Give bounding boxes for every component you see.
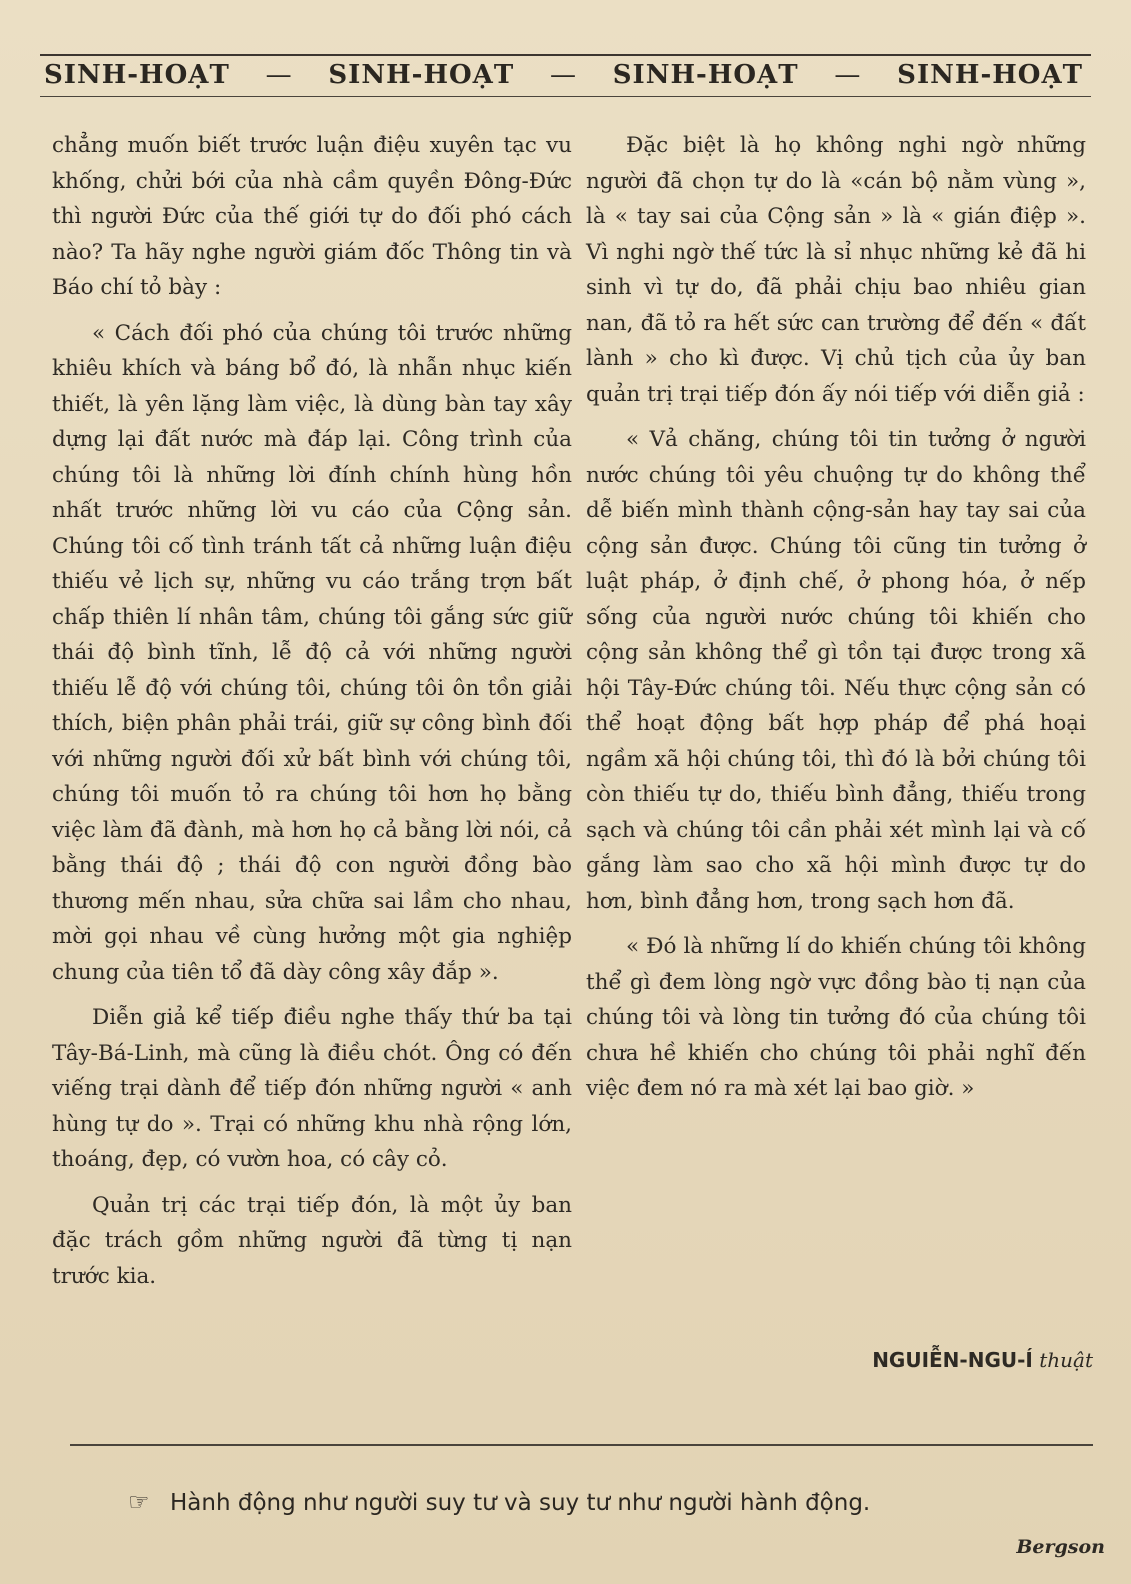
- header-separator: —: [834, 60, 862, 90]
- footer-quote: Hành động như người suy tư và suy tư như người hành động.: [170, 1490, 871, 1516]
- header-bottom-rule: [40, 96, 1091, 97]
- header-separator: —: [265, 60, 293, 90]
- header-item: SINH-HOẠT: [612, 60, 799, 90]
- header-separator: —: [549, 60, 577, 90]
- pointing-hand-icon: ☞: [128, 1488, 150, 1516]
- signature-role: thuật: [1039, 1348, 1093, 1372]
- paragraph: « Vả chăng, chúng tôi tin tưởng ở người nước chúng tôi yêu chuộng tự do không thể dễ biến mình thành cộng-sản hay tay sai của cộng sản được. Chúng tôi cũng tin tưởng ở luật pháp, ở định chế, ở phong hóa, ở nếp sống của người nước chúng tôi khiến cho cộng sản không thể gì tồn tại được trong xã hội Tây-Đức chúng tôi. Nếu thực cộng sản có thể hoạt động bất hợp pháp để phá hoại ngầm xã hội chúng tôi, thì đó là bởi chúng tôi còn thiếu tự do, thiếu bình đẳng, thiếu trong sạch và chúng tôi cần phải xét mình lại và cố gắng làm sao cho xã hội mình được tự do hơn, bình đẳng hơn, trong sạch hơn đã.: [586, 427, 1086, 914]
- paragraph: « Cách đối phó của chúng tôi trước những khiêu khích và báng bổ đó, là nhẫn nhục kiến thiết, là yên lặng làm việc, là dùng bàn tay xây dựng lại đất nước mà đáp lại. Công trình của chúng tôi là những lời đính chính hùng hồn nhất trước những lời vu cáo của Cộng sản. Chúng tôi cố tình tránh tất cả những luận điệu thiếu vẻ lịch sự, những vu cáo trắng trợn bất chấp thiên lí nhân tâm, chúng tôi gắng sức giữ thái độ bình tĩnh, lễ độ cả với những người thiếu lễ độ với chúng tôi, chúng tôi ôn tồn giải thích, biện phân phải trái, giữ sự công bình đối với những người đối xử bất bình với chúng tôi, chúng tôi muốn tỏ ra chúng tôi hơn họ bằng việc làm đã đành, mà hơn họ cả bằng lời nói, cả bằng thái độ ; thái độ con người đồng bào thương mến nhau, sửa chữa sai lầm cho nhau, mời gọi nhau về cùng hưởng một gia nghiệp chung của tiên tổ đã dày công xây đắp ».: [52, 320, 572, 985]
- paragraph: Đặc biệt là họ không nghi ngờ những người đã chọn tự do là «cán bộ nằm vùng », là « tay sai của Cộng sản » là « gián điệp ». Vì nghi ngờ thế tức là sỉ nhục những kẻ đã hi sinh vì tự do, đã phải chịu bao nhiêu gian nan, đã tỏ ra hết sức can trường để đến « đất lành » cho kì được. Vị chủ tịch của ủy ban quản trị trại tiếp đón ấy nói tiếp với diễn giả :: [586, 133, 1086, 407]
- header-item: SINH-HOẠT: [328, 60, 515, 90]
- paragraph: chẳng muốn biết trước luận điệu xuyên tạc vu khống, chửi bới của nhà cầm quyền Đông-Đức thì người Đức của thế giới tự do đối phó cách nào? Ta hãy nghe người giám đốc Thông tin và Báo chí tỏ bày :: [52, 133, 572, 300]
- paragraph: Quản trị các trại tiếp đón, là một ủy ban đặc trách gồm những người đã từng tị nạn trước kia.: [52, 1192, 572, 1289]
- right-column: [586, 128, 1086, 1117]
- quote-author: Bergson: [1016, 1536, 1105, 1558]
- paragraph: Diễn giả kể tiếp điều nghe thấy thứ ba tại Tây-Bá-Linh, mà cũng là điều chót. Ông có đến viếng trại dành để tiếp đón những người « anh hùng tự do ». Trại có những khu nhà rộng lớn, thoáng, đẹp, có vườn hoa, có cây cỏ.: [52, 1005, 572, 1172]
- left-column: [52, 128, 572, 1304]
- signature-name: NGUIỄN-NGU-Í: [872, 1348, 1033, 1372]
- footer-rule: [70, 1444, 1093, 1446]
- paragraph: « Đó là những lí do khiến chúng tôi không thể gì đem lòng ngờ vực đồng bào tị nạn của chúng tôi và lòng tin tưởng đó của chúng tôi chưa hề khiến cho chúng tôi phải nghĩ đến việc đem nó ra mà xét lại bao giờ. »: [586, 934, 1086, 1101]
- author-signature: [872, 1348, 1093, 1372]
- header-item: SINH-HOẠT: [44, 60, 230, 90]
- running-header: [44, 56, 1083, 94]
- header-item: SINH-HOẠT: [897, 60, 1083, 90]
